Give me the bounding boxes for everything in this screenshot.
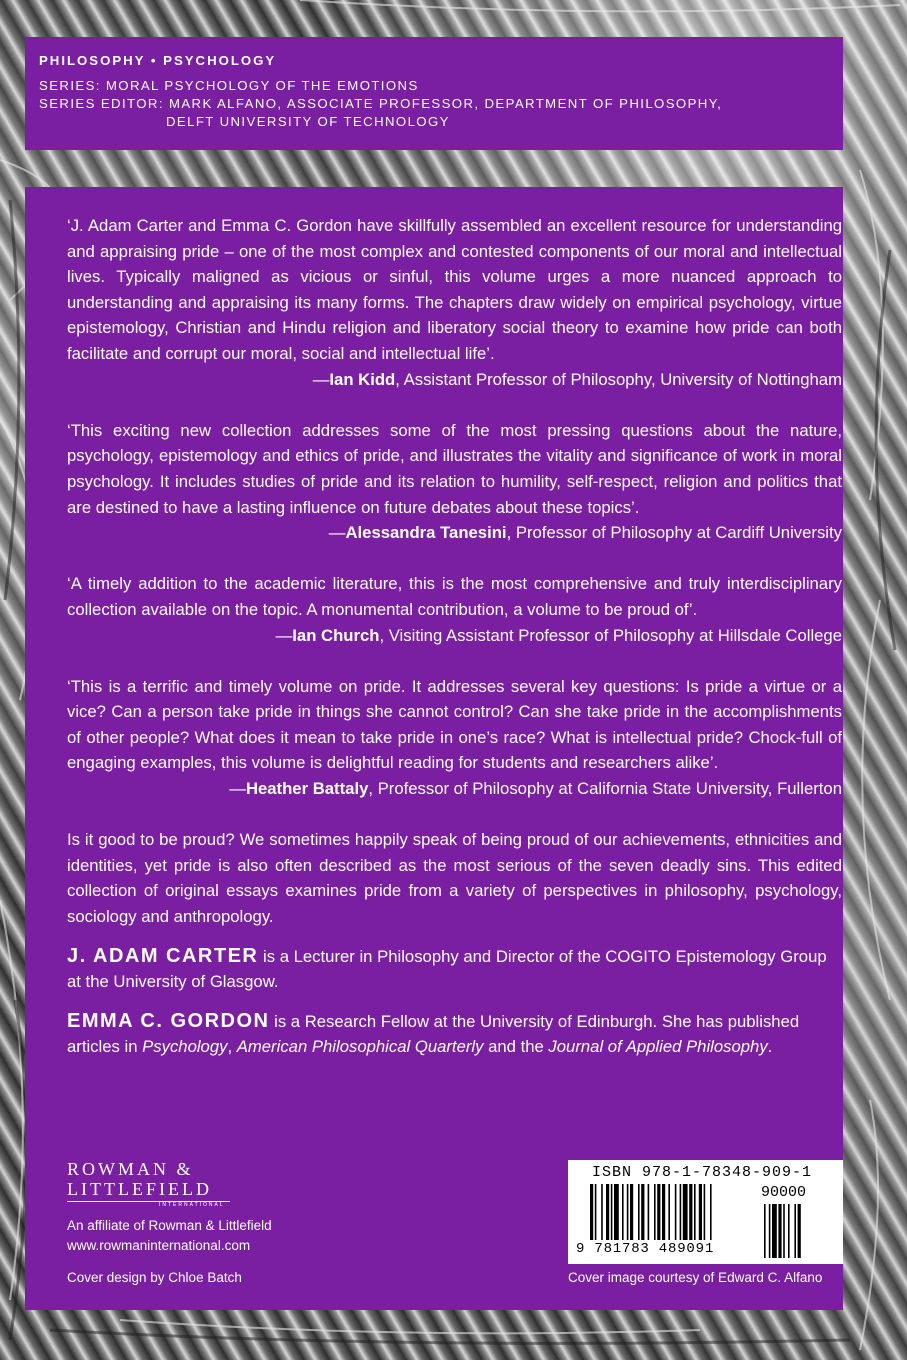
author-bio-gordon: [67, 1009, 842, 1060]
endorser-name: Alessandra Tanesini: [345, 523, 507, 543]
endorsement-quote: ‘A timely addition to the academic literature, this is the most comprehensive and truly interdisciplinary collection available on the topic. A monumental contribution, a volume to be proud of’.: [67, 574, 842, 619]
publication-title: Journal of Applied Philosophy: [548, 1037, 768, 1057]
publication-title: Psychology: [142, 1037, 228, 1057]
endorser-name: Heather Battaly: [245, 779, 369, 799]
publisher-website: www.rowmaninternational.com: [67, 1238, 251, 1253]
book-description: Is it good to be proud? We sometimes happily speak of being proud of our achievements, ethnicities and identities, yet pride is also often described as the most serious of the seven deadly sins. This edited collection of original essays examines pride from a variety of perspectives in philosophy, psychology, sociology and anthropology.: [67, 830, 842, 927]
affiliate-text: An affiliate of Rowman & Littlefield: [67, 1218, 272, 1233]
author-bio-text: .: [767, 1037, 773, 1057]
endorsement-attribution: [67, 367, 842, 393]
author-bio-text: and the: [483, 1037, 549, 1057]
publisher-info: [67, 1216, 272, 1256]
logo-subline: INTERNATIONAL: [159, 1202, 225, 1208]
subject-line: PHILOSOPHY • PSYCHOLOGY: [39, 53, 277, 68]
author-bio-text: ,: [227, 1037, 237, 1057]
publisher-logo: [67, 1159, 230, 1208]
back-cover-panel: [25, 187, 843, 1310]
author-name: J. ADAM CARTER: [67, 944, 259, 967]
editor-affiliation: DELFT UNIVERSITY OF TECHNOLOGY: [166, 114, 450, 129]
barcode-digits: 9 781783 489091: [576, 1241, 715, 1257]
back-cover-text: [67, 213, 842, 1060]
attribution-dash: —: [229, 779, 246, 799]
attribution-dash: —: [275, 625, 293, 645]
series-line: SERIES: MORAL PSYCHOLOGY OF THE EMOTIONS: [39, 78, 419, 93]
author-bio-text: is a Research Fellow at the University of Edinburgh. She has published articles in: [67, 1011, 800, 1057]
price-code: 90000: [761, 1184, 807, 1201]
editor-line: SERIES EDITOR: MARK ALFANO, ASSOCIATE PROFESSOR, DEPARTMENT OF PHILOSOPHY,: [39, 96, 723, 111]
author-bio-text: is a Lecturer in Philosophy and Director of the COGITO Epistemology Group at the University of Glasgow.: [67, 946, 827, 992]
cover-design-credit: Cover design by Chloe Batch: [67, 1270, 242, 1285]
isbn-barcode: [568, 1160, 843, 1264]
endorsement-quote: ‘This is a terrific and timely volume on pride. It addresses several key questions: Is pride a virtue or a vice? Can a person take pride in things she cannot control? Can she take pride in the accomplishments of other people? What does it mean to take pride in one’s race? What is intellectual pride? Chock-full of engaging examples, this volume is delightful reading for students and researchers alike’.: [67, 676, 842, 773]
series-header: [25, 37, 843, 150]
endorsement-attribution: [67, 623, 842, 649]
author-name: EMMA C. GORDON: [67, 1009, 270, 1032]
endorser-role: , Assistant Professor of Philosophy, University of Nottingham: [395, 369, 842, 389]
endorser-role: , Professor of Philosophy at Cardiff University: [506, 523, 842, 543]
logo-line: LITTLEFIELD: [67, 1179, 212, 1199]
attribution-dash: —: [328, 523, 346, 543]
publication-title: American Philosophical Quarterly: [236, 1037, 484, 1057]
logo-line: ROWMAN &: [67, 1159, 194, 1179]
attribution-dash: —: [312, 369, 330, 389]
endorsement-attribution: [67, 520, 842, 546]
endorsement-quote: ‘This exciting new collection addresses some of the most pressing questions about the nature, psychology, epistemology and ethics of pride, and illustrates the vitality and significance of work in moral psychology. It includes studies of pride and its relation to humility, self-respect, religion and politics that are destined to have a lasting influence on future debates about these topics’.: [67, 420, 842, 517]
endorser-name: Ian Church: [292, 625, 380, 645]
endorser-role: , Professor of Philosophy at California State University, Fullerton: [368, 779, 842, 799]
endorser-name: Ian Kidd: [329, 369, 396, 389]
endorser-role: , Visiting Assistant Professor of Philosophy at Hillsdale College: [379, 625, 842, 645]
endorsement-quote: ‘J. Adam Carter and Emma C. Gordon have skillfully assembled an excellent resource for understanding and appraising pride – one of the most complex and contested components of our moral and intellectual lives. Typically maligned as vicious or sinful, this volume urges a more nuanced approach to understanding and appraising its many forms. The chapters draw widely on empirical psychology, virtue epistemology, Christian and Hindu religion and liberatory social theory to examine how pride can both facilitate and corrupt our moral, social and intellectual life’.: [67, 216, 842, 363]
cover-image-credit: Cover image courtesy of Edward C. Alfano: [568, 1270, 823, 1285]
author-bio-carter: [67, 944, 842, 995]
endorsement-attribution: [67, 776, 842, 802]
isbn-number: ISBN 978-1-78348-909-1: [592, 1164, 813, 1181]
